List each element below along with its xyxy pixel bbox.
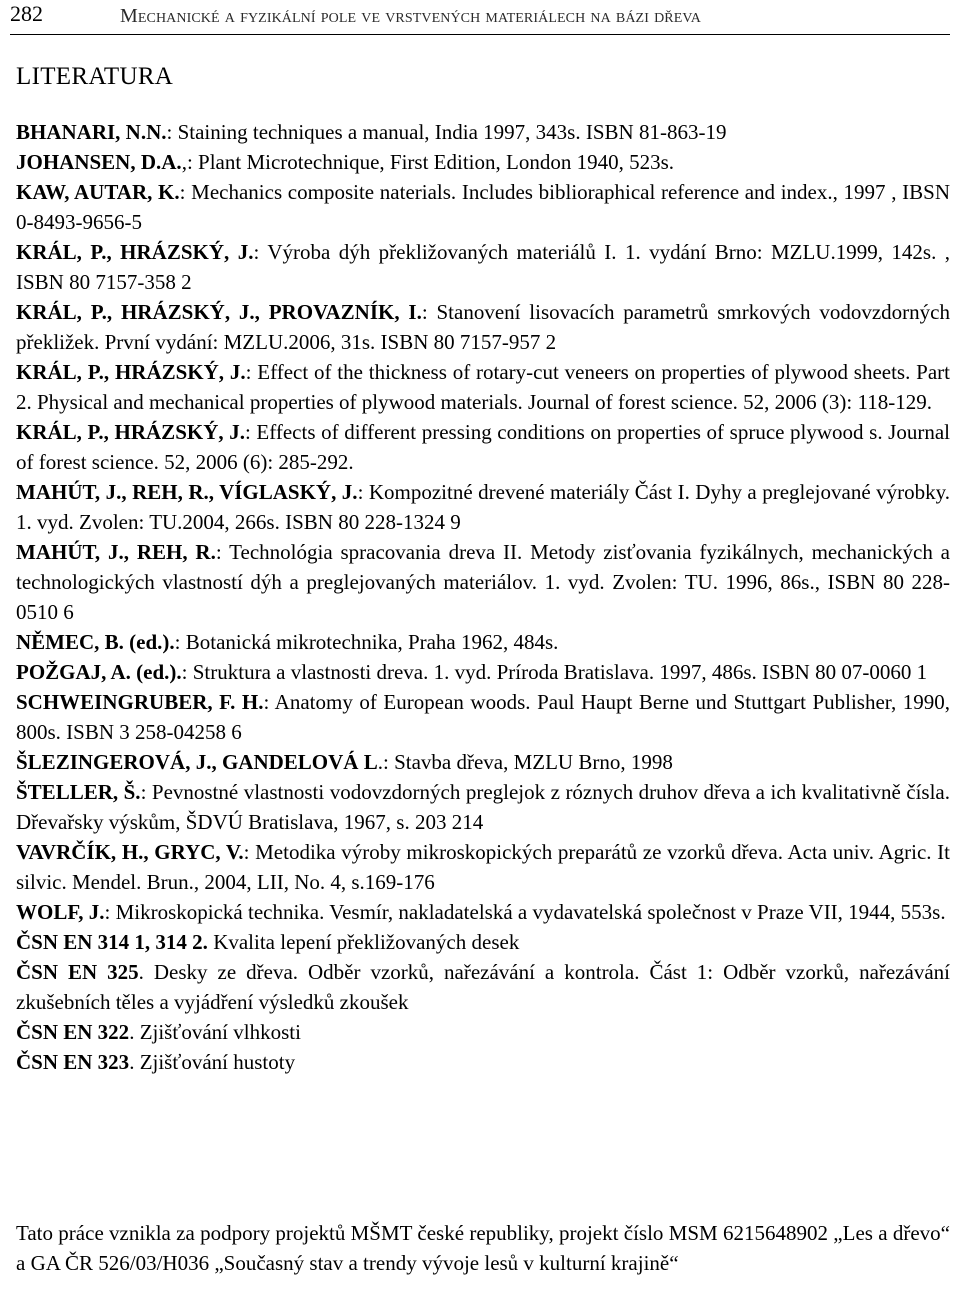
reference-author: POŽGAJ, A. (ed.). <box>16 660 182 684</box>
reference-author: KAW, AUTAR, K. <box>16 180 180 204</box>
reference-text: : Mikroskopická technika. Vesmír, nakladatelská a vydavatelská společnost v Praze VII, 1944, 553s. <box>104 900 946 924</box>
reference-author: KRÁL, P., HRÁZSKÝ, J. <box>16 240 254 264</box>
reference-author: JOHANSEN, D.A. <box>16 150 182 174</box>
reference-item <box>16 357 950 417</box>
page-header <box>0 0 960 40</box>
acknowledgement: Tato práce vznikla za podpory projektů MŠMT české republiky, projekt číslo MSM 6215648902 „Les a dřevo“ a GA ČR 526/03/H036 „Současný stav a trendy vývoje lesů v kulturní krajině“ <box>16 1221 950 1275</box>
reference-author: ČSN EN 322 <box>16 1020 130 1044</box>
reference-item <box>16 1047 950 1077</box>
reference-author: MAHÚT, J., REH, R., VÍGLASKÝ, J. <box>16 480 358 504</box>
reference-item <box>16 237 950 297</box>
reference-item <box>16 657 950 687</box>
reference-text: : Kompozitné drevené materiály Část I. Dyhy a preglejované výrobky. 1. vyd. Zvolen: TU.2004, 266s. ISBN 80 228-1324 9 <box>16 480 950 534</box>
reference-item <box>16 297 950 357</box>
reference-author: ČSN EN 325 <box>16 960 139 984</box>
reference-item <box>16 897 950 927</box>
reference-author: WOLF, J. <box>16 900 105 924</box>
reference-author: BHANARI, N.N. <box>16 120 167 144</box>
reference-text: : Metodika výroby mikroskopických preparátů ze vzorků dřeva. Acta univ. Agric. It silvic. Mendel. Brun., 2004, LII, No. 4, s.169-176 <box>16 840 950 894</box>
reference-item <box>16 177 950 237</box>
reference-text: Kvalita lepení překližovaných desek <box>207 930 520 954</box>
reference-text: : Effects of different pressing conditions on properties of spruce plywood s. Journal of forest science. 52, 2006 (6): 285-292. <box>16 420 950 474</box>
reference-item <box>16 957 950 1017</box>
page-number: 282 <box>10 1 43 26</box>
reference-text: : Staining techniques a manual, India 1997, 343s. ISBN 81-863-19 <box>166 120 727 144</box>
reference-item <box>16 117 950 147</box>
reference-item <box>16 927 950 957</box>
reference-text: : Effect of the thickness of rotary-cut veneers on properties of plywood sheets. Part 2. Physical and mechanical properties of plywood materials. Journal of forest science. 52, 2006 (3): 118-129. <box>16 360 950 414</box>
reference-author: SCHWEINGRUBER, F. H. <box>16 690 264 714</box>
reference-text: : Mechanics composite naterials. Includes biblioraphical reference and index., 1997 , IBSN 0-8493-9656-5 <box>16 180 951 234</box>
reference-item <box>16 777 950 837</box>
reference-text: . Zjišťování vlhkosti <box>129 1020 301 1044</box>
reference-item <box>16 537 950 627</box>
reference-text: : Stanovení lisovacích parametrů smrkových vodovzdorných překližek. První vydání: MZLU.2006, 31s. ISBN 80 7157-957 2 <box>16 300 950 354</box>
header-divider <box>10 34 950 35</box>
reference-author: KRÁL, P., HRÁZSKÝ, J., PROVAZNÍK, I. <box>16 300 422 324</box>
reference-text: : Výroba dýh překližovaných materiálů I. 1. vydání Brno: MZLU.1999, 142s. , ISBN 80 7157-358 2 <box>16 240 950 294</box>
reference-author: KRÁL, P., HRÁZSKÝ, J. <box>16 420 245 444</box>
reference-author: MAHÚT, J., REH, R. <box>16 540 216 564</box>
reference-text: . Zjišťování hustoty <box>129 1050 296 1074</box>
reference-item <box>16 477 950 537</box>
reference-author: ČSN EN 323 <box>16 1050 130 1074</box>
reference-text: : Struktura a vlastnosti dreva. 1. vyd. Príroda Bratislava. 1997, 486s. ISBN 80 07-0060 1 <box>181 660 928 684</box>
reference-text: .: Stavba dřeva, MZLU Brno, 1998 <box>377 750 673 774</box>
reference-text: : Botanická mikrotechnika, Praha 1962, 484s. <box>174 630 559 654</box>
reference-author: ČSN EN 314 1, 314 2. <box>16 930 208 954</box>
reference-item <box>16 747 950 777</box>
reference-author: ŠLEZINGEROVÁ, J., GANDELOVÁ L <box>16 750 378 774</box>
running-title: Mechanické a fyzikální pole ve vrstvených materiálech na bázi dřeva <box>120 5 701 27</box>
reference-text: : Pevnostné vlastnosti vodovzdorných preglejok z róznych druhov dřeva a ich kvalitativně čísla. Dřevařsky výskům, ŠDVÚ Bratislava, 1967, s. 203 214 <box>16 780 951 834</box>
reference-author: VAVRČÍK, H., GRYC, V. <box>16 840 244 864</box>
reference-text: : Technológia spracovania dreva II. Metody zisťovania fyzikálnych, mechanických a technologických vlastností dýh a preglejovaných materiálov. 1. vyd. Zvolen: TU. 1996, 86s., ISBN 80 228-0510 6 <box>16 540 950 624</box>
reference-author: NĚMEC, B. (ed.). <box>16 630 175 654</box>
reference-text: : Anatomy of European woods. Paul Haupt Berne und Stuttgart Publisher, 1990, 800s. ISBN 3 258-04258 6 <box>16 690 950 744</box>
reference-text: . Desky ze dřeva. Odběr vzorků, nařezávání a kontrola. Část 1: Odběr vzorků, nařezávání zkušebních těles a vyjádření výsledků zkoušek <box>16 960 951 1014</box>
reference-list <box>16 117 950 1077</box>
reference-text: ,: Plant Microtechnique, First Edition, London 1940, 523s. <box>181 150 674 174</box>
reference-author: ŠTELLER, Š. <box>16 780 141 804</box>
reference-author: KRÁL, P., HRÁZSKÝ, J. <box>16 360 246 384</box>
reference-item <box>16 417 950 477</box>
reference-item <box>16 837 950 897</box>
reference-item <box>16 627 950 657</box>
reference-item <box>16 1017 950 1047</box>
section-title: LITERATURA <box>16 63 174 90</box>
reference-item <box>16 147 950 177</box>
reference-item <box>16 687 950 747</box>
